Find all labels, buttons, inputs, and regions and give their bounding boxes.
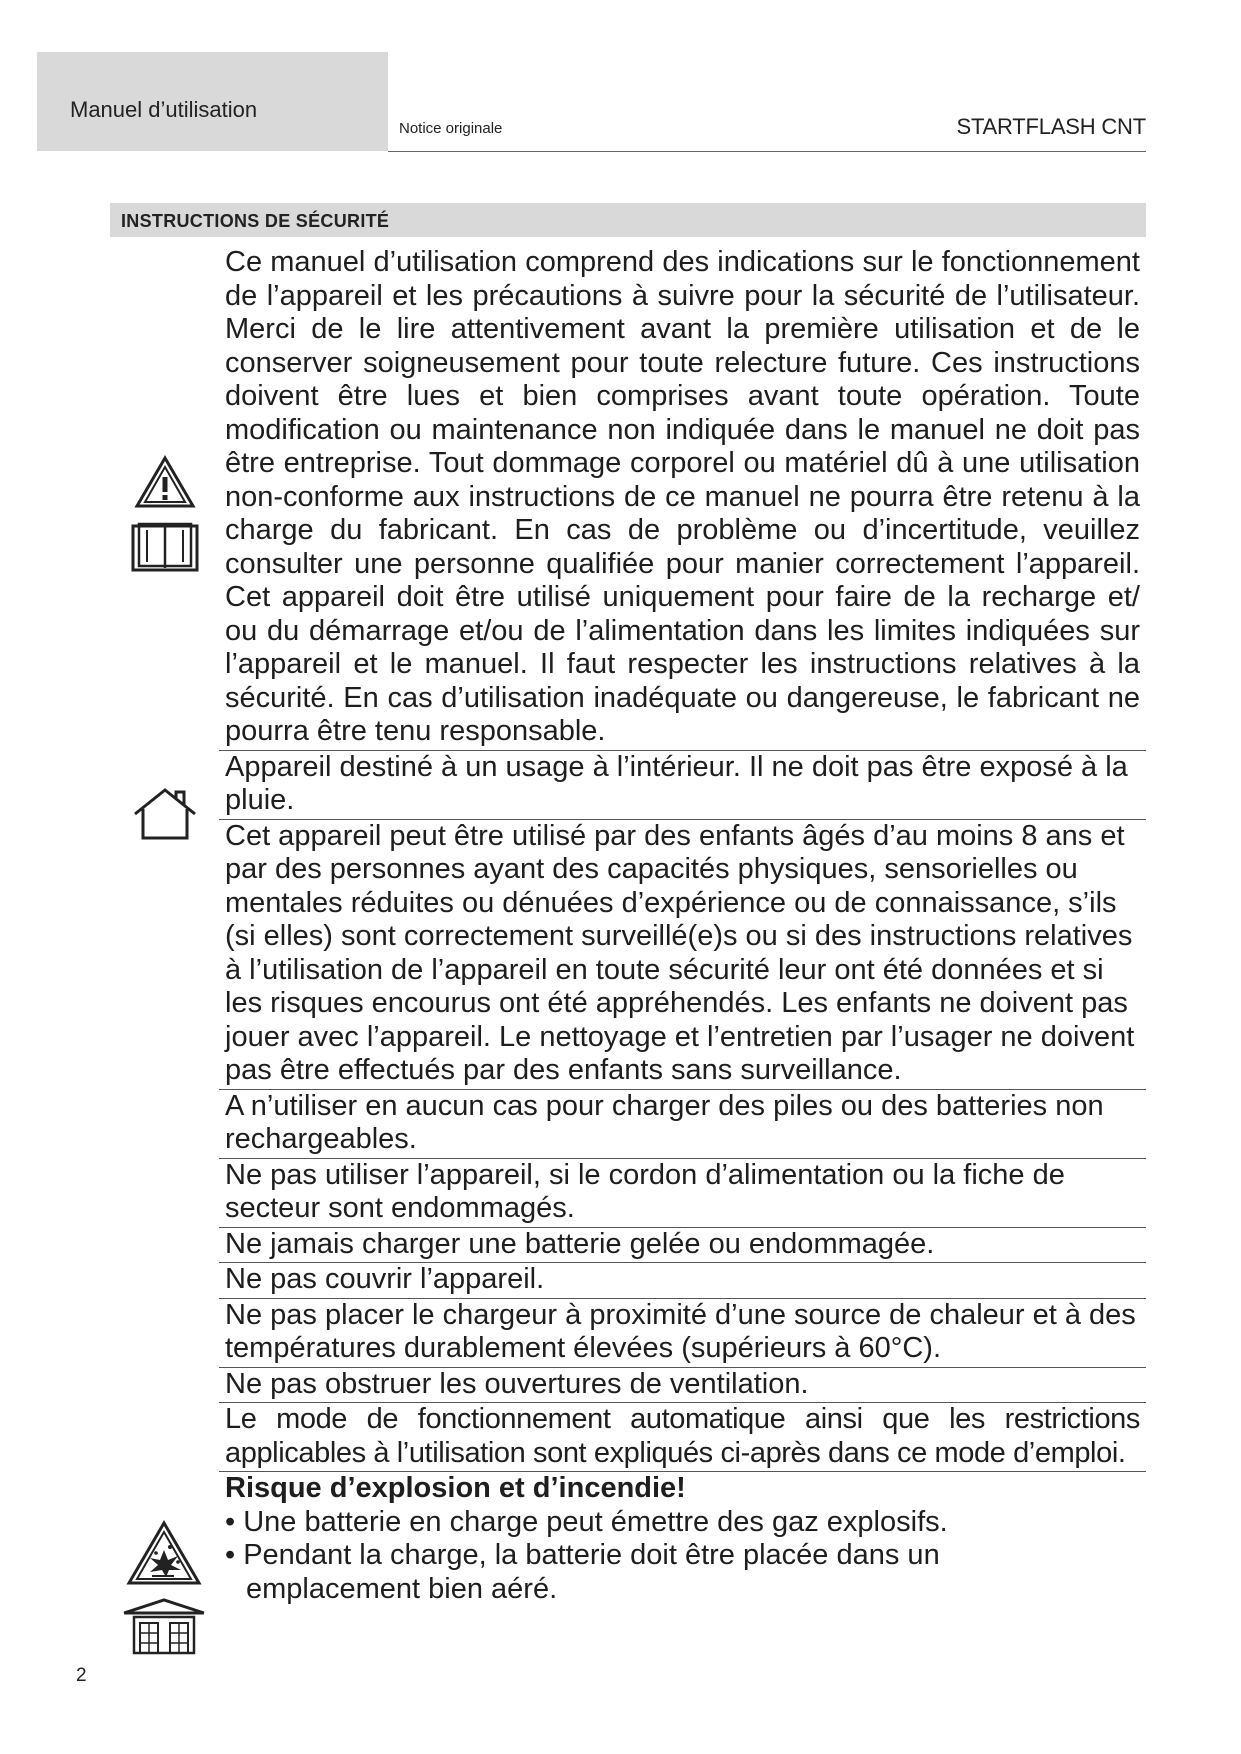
instruction-block: [219, 246, 1146, 751]
instruction-text: Ce manuel d’utilisation comprend des indications sur le fonctionnement de l’appareil et les précautions à suivre pour la sécurité de l’utilisateur. Merci de le lire attentivement avant la première utilisation et de le conserver soigneusement pour toute relecture future. Ces instructions doivent être lues et bien comprises avant toute opération. Toute modification ou maintenance non indiquée dans le manuel ne doit pas être entreprise. Tout dommage corporel ou matériel dû à une utilisation non-conforme aux instructions de ce manuel ne pourra être retenu à la charge du fabricant. En cas de problème ou d’incertitude, veuillez consulter une personne qualifiée pour manier correctement l’appareil. Cet appareil doit être utilisé uniquement pour faire de la recharge et/ ou du démarrage et/ou de l’alimentation dans les limites indiquées sur l’appareil et le manuel. Il faut respecter les instructions relatives à la sécurité. En cas d’utilisation inadéquate ou dangereuse, le fabricant ne pourra être tenu responsable.: [225, 246, 1140, 747]
manual-title: Manuel d’utilisation: [70, 97, 258, 122]
instruction-block: [219, 1299, 1146, 1368]
section-title: INSTRUCTIONS DE SÉCURITÉ: [121, 211, 390, 231]
instruction-text: Ne pas obstruer les ouvertures de ventilation.: [225, 1367, 809, 1400]
notice-label: Notice originale: [399, 120, 503, 137]
instruction-text: Appareil destiné à un usage à l’intérieur. Il ne doit pas être exposé à la pluie.: [225, 750, 1128, 816]
instruction-block: [219, 1159, 1146, 1228]
manual-book-icon: [131, 522, 199, 572]
explosion-bullet-continued: emplacement bien aéré.: [246, 1572, 558, 1605]
header-rule: [388, 151, 1146, 152]
instruction-block: [219, 751, 1146, 820]
house-indoor-icon: [132, 787, 198, 841]
page-number: 2: [76, 1665, 87, 1686]
instruction-block: [219, 1263, 1146, 1299]
instruction-text: A n’utiliser en aucun cas pour charger des piles ou des batteries non rechargeables.: [225, 1089, 1104, 1155]
explosion-warning-block: [219, 1472, 1146, 1607]
instruction-block: [219, 1368, 1146, 1404]
explosion-bullet: • Une batterie en charge peut émettre des gaz explosifs.: [225, 1505, 948, 1538]
section-header: [110, 203, 1146, 237]
instruction-block: [219, 820, 1146, 1090]
instruction-block: [219, 1228, 1146, 1264]
instruction-block: [219, 1090, 1146, 1159]
instruction-text: Ne pas couvrir l’appareil.: [225, 1263, 545, 1295]
explosion-bullet: • Pendant la charge, la batterie doit être placée dans un: [225, 1539, 940, 1571]
safety-instructions: [219, 246, 1146, 1607]
instruction-text: Ne pas utiliser l’appareil, si le cordon d’alimentation ou la fiche de secteur sont endommagés.: [225, 1158, 1065, 1224]
instruction-block: [219, 1403, 1146, 1472]
instruction-text: Le mode de fonctionnement automatique ainsi que les restrictions applicables à l’utilisation sont expliqués ci-après dans ce mode d’emploi.: [225, 1403, 1140, 1469]
instruction-text: Ne pas placer le chargeur à proximité d’une source de chaleur et à des températures durablement élevées (supérieurs à 60°C).: [225, 1298, 1136, 1364]
explosion-warning-icon: [126, 1520, 202, 1586]
product-name: STARTFLASH CNT: [956, 114, 1146, 139]
warning-triangle-icon: [134, 455, 196, 509]
instruction-text: Cet appareil peut être utilisé par des enfants âgés d’au moins 8 ans et par des personnes ayant des capacités physiques, sensorielles ou mentales réduites ou dénuées d’expérience ou de connaissance, s’ils (si elles) sont correctement surveillé(e)s ou si des instructions relatives à l’utilisation de l’appareil en toute sécurité leur ont été données et si les risques encourus ont été appréhendés. Les enfants ne doivent pas jouer avec l’appareil. Le nettoyage et l’entretien par l’usager ne doivent pas être effectués par des enfants sans surveillance.: [225, 819, 1135, 1086]
ventilated-shelter-icon: [120, 1597, 208, 1657]
explosion-heading: Risque d’explosion et d’incendie!: [225, 1472, 686, 1504]
instruction-text: Ne jamais charger une batterie gelée ou endommagée.: [225, 1227, 935, 1260]
